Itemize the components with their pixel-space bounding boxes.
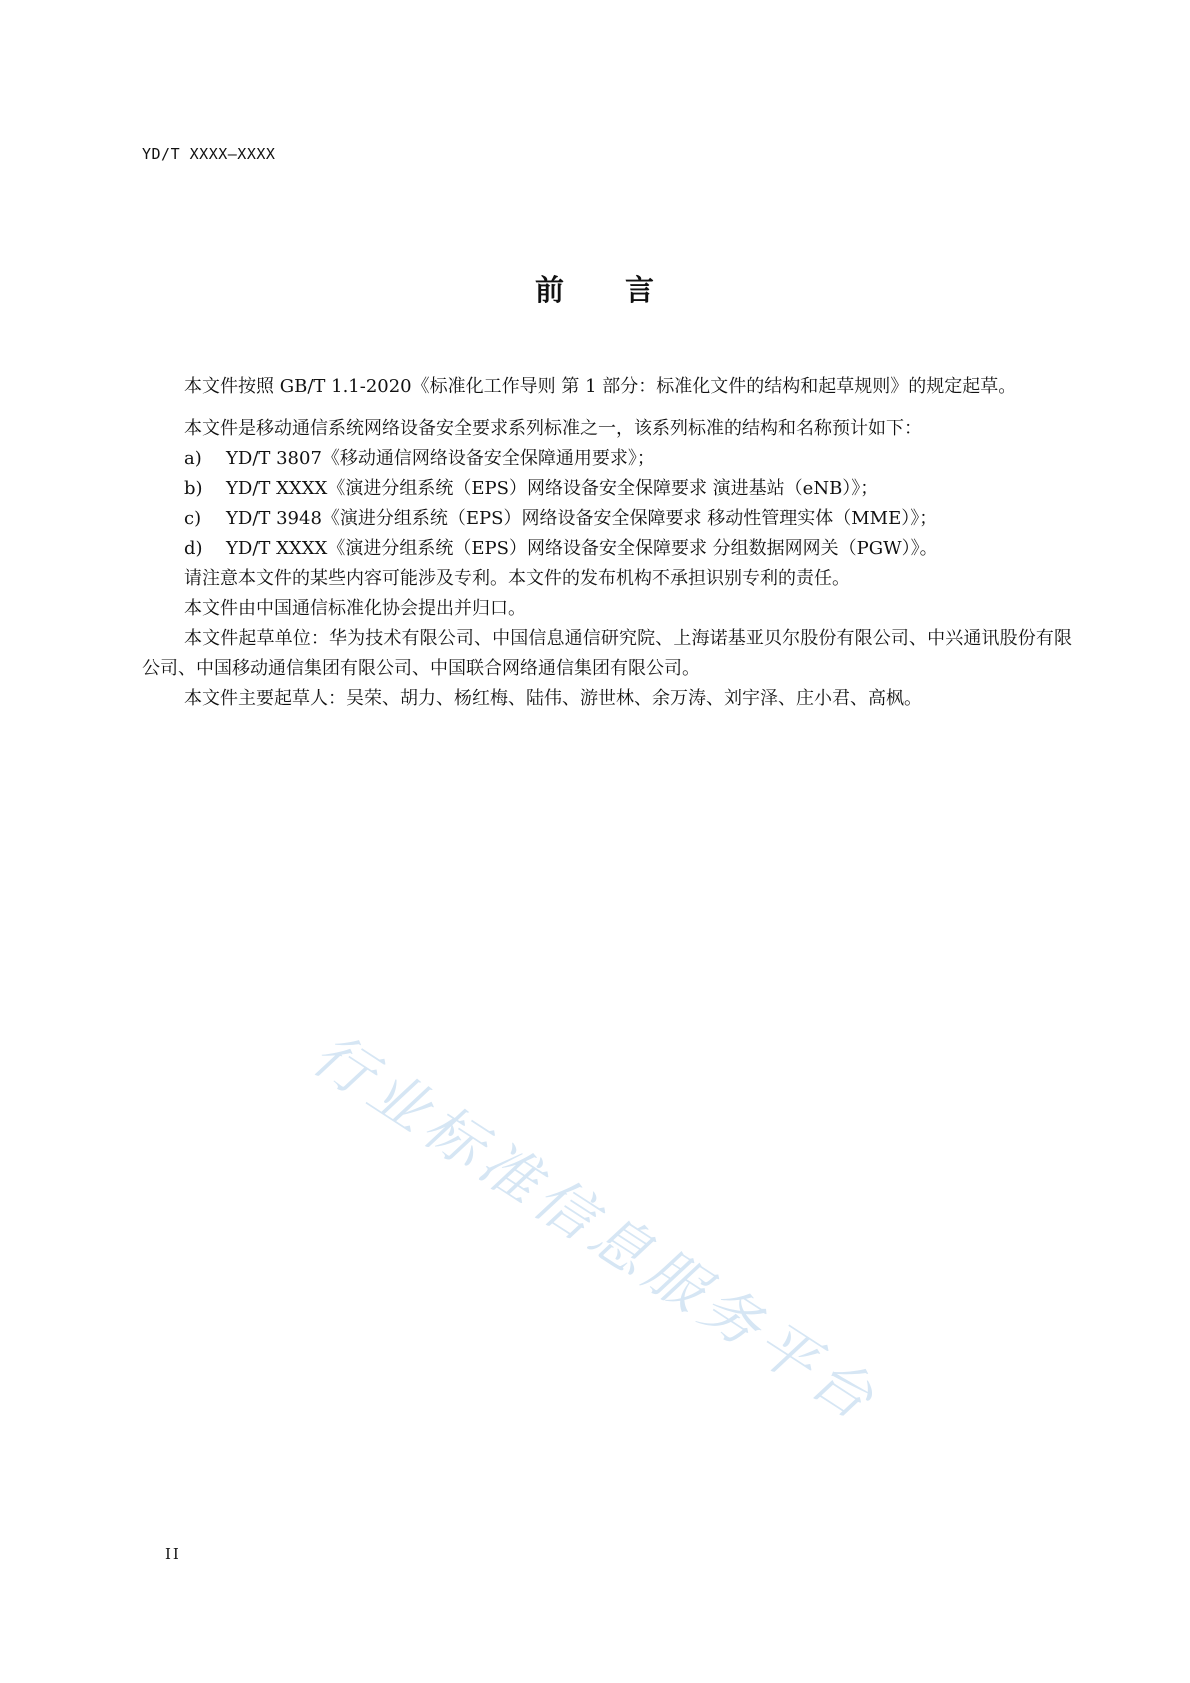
list-marker: a) — [184, 448, 202, 469]
paragraph-drafting-rules: 本文件按照 GB/T 1.1-2020《标准化工作导则 第 1 部分：标准化文件的结构和起草规则》的规定起草。 — [184, 376, 1017, 397]
paragraph-proposer: 本文件由中国通信标准化协会提出并归口。 — [184, 598, 526, 619]
list-marker: c) — [184, 508, 202, 529]
list-item — [142, 474, 1072, 504]
list-item — [142, 444, 1072, 474]
preface-body — [142, 372, 1072, 714]
page-title — [0, 268, 1190, 309]
list-item — [142, 534, 1072, 564]
list-item — [142, 504, 1072, 534]
page-number: II — [165, 1545, 181, 1563]
list-item-text: YD/T XXXX《演进分组系统（EPS）网络设备安全保障要求 演进基站（eNB）》； — [226, 478, 879, 499]
list-item-text: YD/T XXXX《演进分组系统（EPS）网络设备安全保障要求 分组数据网网关（PGW）》。 — [226, 538, 938, 559]
document-code: YD/T XXXX—XXXX — [142, 145, 276, 163]
title-char-2: 言 — [625, 273, 656, 307]
paragraph-series-intro: 本文件是移动通信系统网络设备安全要求系列标准之一，该系列标准的结构和名称预计如下： — [184, 418, 922, 439]
paragraph-drafting-units: 本文件起草单位：华为技术有限公司、中国信息通信研究院、上海诺基亚贝尔股份有限公司、中兴通讯股份有限公司、中国移动通信集团有限公司、中国联合网络通信集团有限公司。 — [142, 628, 1072, 679]
paragraph-patent-notice: 请注意本文件的某些内容可能涉及专利。本文件的发布机构不承担识别专利的责任。 — [184, 568, 850, 589]
list-item-text: YD/T 3807《移动通信网络设备安全保障通用要求》； — [226, 448, 655, 469]
watermark: 行业标准信息服务平台 — [300, 1019, 892, 1437]
paragraph-drafters: 本文件主要起草人：吴荣、胡力、杨红梅、陆伟、游世林、余万涛、刘宇泽、庄小君、高枫。 — [184, 688, 922, 709]
list-item-text: YD/T 3948《演进分组系统（EPS）网络设备安全保障要求 移动性管理实体（MME）》； — [226, 508, 938, 529]
title-char-1: 前 — [534, 273, 565, 307]
list-marker: b) — [184, 478, 203, 499]
list-marker: d) — [184, 538, 203, 559]
